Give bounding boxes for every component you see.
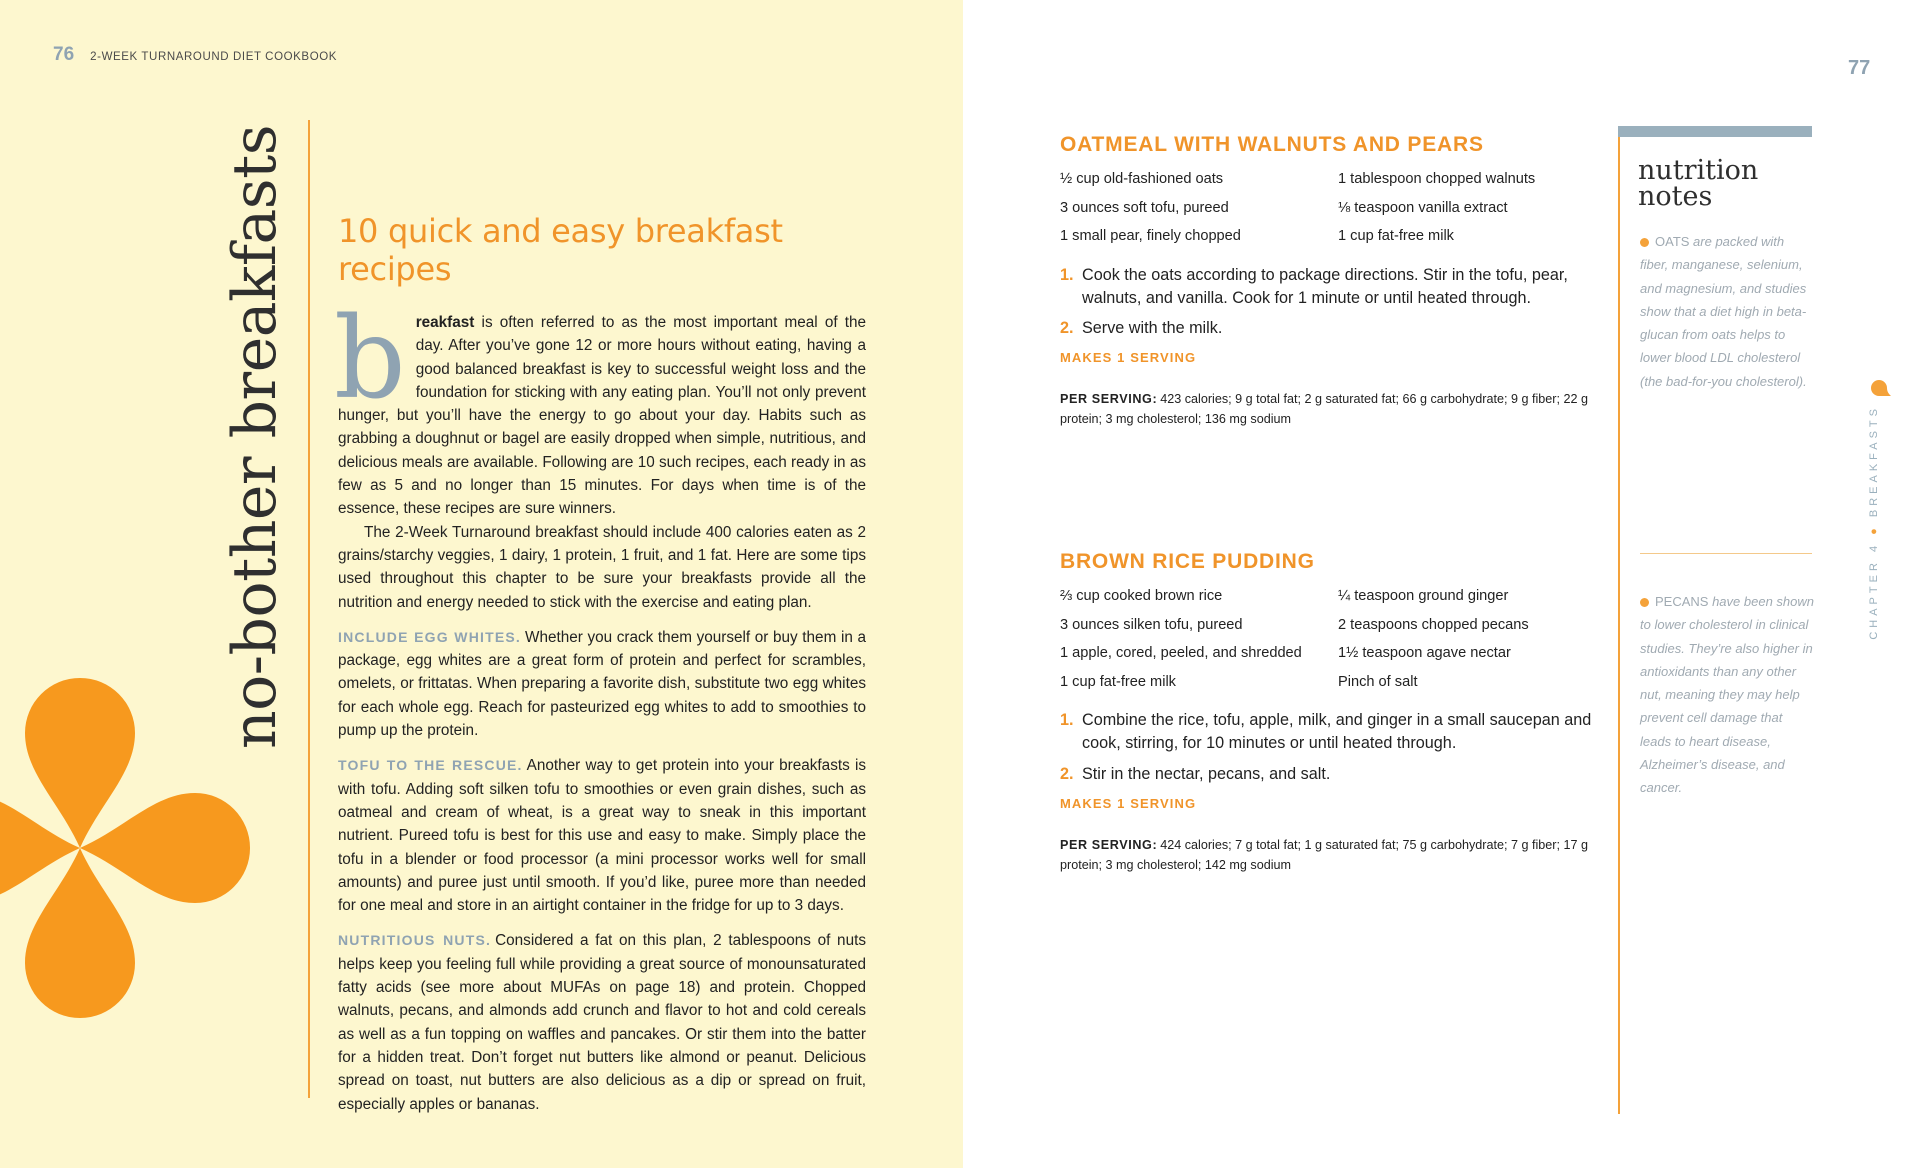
note-text: are packed with fiber, manganese, selenium, and magnesium, and studies show that a diet high in beta-glucan from oats helps to lower blood LDL cholesterol (the bad-for-you cholesterol). [1640,234,1807,389]
step [1060,264,1600,311]
note-text: have been shown to lower cholesterol in clinical studies. They’re also higher in antioxidants than any other nut, meaning they may help prevent cell damage that leads to heart disease, Alzheimer’s disease, and cancer. [1640,594,1814,796]
ingredient: 1 cup fat-free milk [1338,228,1454,244]
step [1060,317,1600,340]
tip-heading: NUTRITIOUS NUTS. [338,932,492,949]
ingredient-list [1060,169,1600,248]
vertical-rule [308,120,310,1098]
step [1060,763,1600,786]
per-serving-text: 424 calories; 7 g total fat; 1 g saturated fat; 75 g carbohydrate; 7 g fiber; 17 g protein; 3 mg cholesterol; 142 mg sodium [1060,837,1589,872]
tip-heading: INCLUDE EGG WHITES. [338,628,522,645]
section-heading: 10 quick and easy breakfast recipes [338,212,783,288]
second-paragraph: The 2-Week Turnaround breakfast should include 400 calories eaten as 2 grains/starchy veggies, 1 dairy, 1 protein, 1 fruit, and 1 fat. Here are some tips used throughout this chapter to be sure your breakfasts provide all the nutrition and energy needed to stick with the exercise and eating plan. [338,523,866,611]
step-number: 2. [1060,764,1074,783]
sidebar-divider [1640,553,1812,554]
flower-ornament-icon [0,635,290,1035]
ingredient: 1 tablespoon chopped walnuts [1338,171,1536,187]
right-page [963,0,1920,1168]
ingredient: 1½ teaspoon agave nectar [1338,645,1511,661]
sidebar-rule [1618,126,1620,1114]
chapter-tab [1868,405,1880,640]
sidebar-title-line2: notes [1638,181,1713,212]
bullet-icon [1640,598,1649,607]
step-text: Cook the oats according to package directions. Stir in the tofu, pear, walnuts, and vanilla. Cook for 1 minute or until heated through. [1082,265,1568,307]
ingredient-list [1060,586,1600,693]
step-text: Stir in the nectar, pecans, and salt. [1082,764,1331,783]
ingredient: 1 apple, cored, peeled, and shredded [1060,645,1302,661]
step-list [1060,264,1600,341]
step [1060,709,1600,756]
sidebar-title [1638,155,1759,212]
ingredient: ⅔ cup cooked brown rice [1060,588,1223,604]
per-serving-label: PER SERVING: [1060,392,1158,407]
chapter-label: CHAPTER 4 [1868,541,1880,640]
chapter-title: no-bother breakfasts [220,125,290,749]
ingredient: ¼ teaspoon ground ginger [1338,588,1509,604]
recipe-title: BROWN RICE PUDDING [1060,550,1315,573]
left-folio [53,44,337,66]
recipe-oatmeal [1060,133,1600,429]
step-list [1060,709,1600,786]
ingredient: 1 small pear, finely chopped [1060,228,1241,244]
nutrition-facts [1060,835,1600,875]
right-page-number: 77 [1848,57,1871,79]
tip-text: Whether you crack them yourself or buy them in a package, egg whites are a great form of protein and perfect for scrambles, omelets, or frittatas. When preparing a favorite dish, substitute two egg whites for each whole egg. Reach for pasteurized egg whites to add to smoothies to pump up the protein. [338,628,866,740]
sidebar-note-oats [1640,230,1815,393]
sidebar-note-pecans [1640,590,1815,800]
ingredient: ½ cup old-fashioned oats [1060,171,1224,187]
tip-text: Another way to get protein into your breakfasts is with tofu. Adding soft silken tofu to smoothies or even grain dishes, such as oatmeal and cream of wheat, is a great way to sneak in this important nutrient. Pureed tofu is best for this use and easy to make. Simply place the tofu in a blender or food processor (a mini processor works well for small amounts) and puree just until smooth. If you’d like, puree more than needed for one meal and store in an airtight container in the fridge for up to 3 days. [338,757,867,915]
intro-paragraph [334,294,866,521]
sidebar-top-bar [1618,126,1812,137]
tip-tofu [338,754,866,917]
step-number: 1. [1060,711,1074,729]
per-serving-label: PER SERVING: [1060,837,1158,852]
nutrition-facts [1060,389,1600,429]
tip-text: Considered a fat on this plan, 2 tablespoons of nuts helps keep you feeling full while providing a great source of monounsaturated fatty acids (see more about MUFAs on page 18) and protein. Chopped walnuts, pecans, and almonds add crunch and flavor to hot and cold cereals as well as a fun topping on waffles and pancakes. Or stir them into the batter for a hidden treat. Don’t forget nut butters like almond or peanut. Delicious spread on toast, nut butters are also delicious as a dip or spread on fruit, especially apples or bananas. [338,932,866,1113]
ingredient: 3 ounces soft tofu, pureed [1060,199,1229,216]
running-head: 2-WEEK TURNAROUND DIET COOKBOOK [90,51,338,63]
step-number: 1. [1060,265,1074,284]
left-page-number: 76 [53,44,75,65]
note-keyword: PECANS [1655,594,1709,609]
note-keyword: OATS [1655,234,1690,249]
step-text: Serve with the milk. [1082,319,1223,338]
ingredient: ⅛ teaspoon vanilla extract [1338,199,1508,216]
drop-cap: b [334,294,406,424]
ingredient: Pinch of salt [1338,673,1418,690]
step-number: 2. [1060,319,1074,338]
ingredient: 2 teaspoons chopped pecans [1338,616,1529,633]
serving-yield: MAKES 1 SERVING [1060,350,1197,366]
step-text: Combine the rice, tofu, apple, milk, and ginger in a small saucepan and cook, stirring, for 10 minutes or until heated through. [1082,711,1592,753]
intro-text: is often referred to as the most important meal of the day. After you’ve gone 12 or more hours without eating, having a good balanced breakfast is key to successful weight loss and the foundation for sticking with any eating plan. You’ll not only prevent hunger, but you’ll have the energy to go about your day. Habits such as grabbing a doughnut or bagel are easily dropped when simple, nutritious, and delicious meals are available. Following are 10 such recipes, each ready in as few as 5 and no longer than 15 minutes. For days when time is of the essence, these recipes are sure winners. [338,314,866,518]
tip-heading: TOFU TO THE RESCUE. [338,757,523,774]
serving-yield: MAKES 1 SERVING [1060,795,1197,811]
chapter-separator-icon: ● [1868,524,1880,535]
ingredient: 1 cup fat-free milk [1060,673,1176,690]
sidebar-title-line1: nutrition [1638,155,1759,186]
recipe-title: OATMEAL WITH WALNUTS AND PEARS [1060,133,1484,156]
ingredient: 3 ounces silken tofu, pureed [1060,616,1243,633]
per-serving-text: 423 calories; 9 g total fat; 2 g saturated fat; 66 g carbohydrate; 9 g fiber; 22 g protein; 3 mg cholesterol; 136 mg sodium [1060,392,1589,427]
tip-nuts [338,929,866,1115]
section-label: BREAKFASTS [1868,405,1880,518]
recipe-brown-rice-pudding [1060,550,1600,875]
bullet-icon [1640,238,1649,247]
article-column [334,212,867,1116]
drop-marker-icon [1871,378,1891,398]
tip-egg-whites [338,626,866,742]
intro-lead: reakfast [415,314,475,331]
